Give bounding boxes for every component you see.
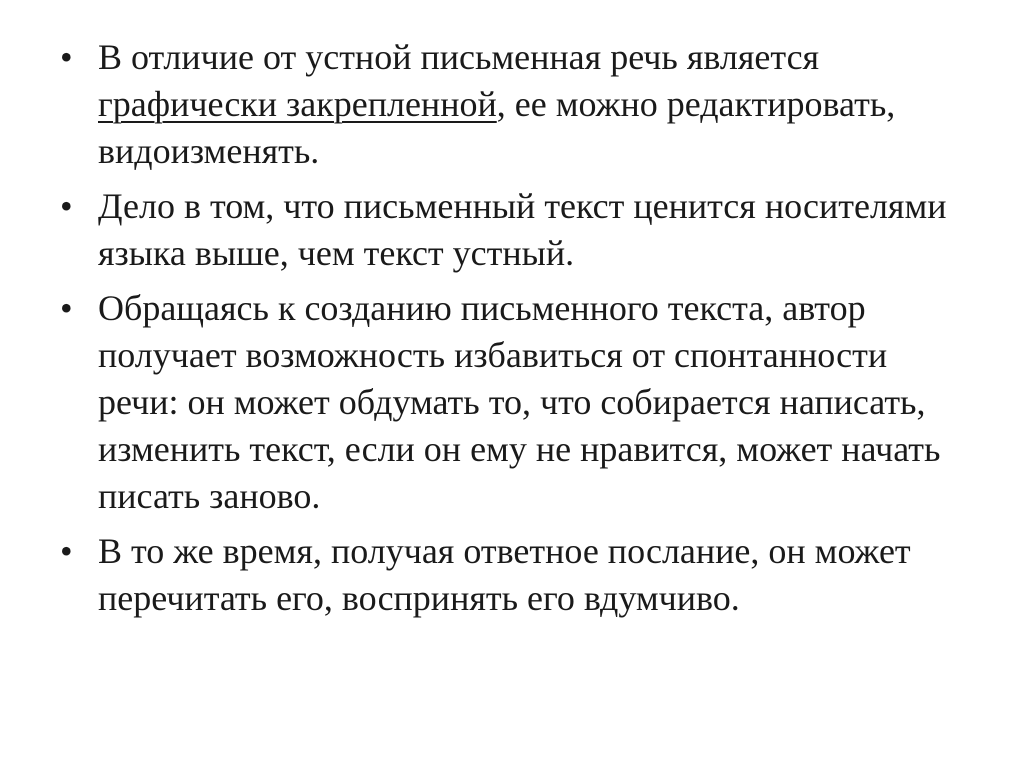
bullet-icon: • [60,288,73,328]
bullet-item-1 [60,34,970,175]
bullet-item-4 [60,528,970,622]
bullet-text-4: В то же время, получая ответное послание, он может перечитать его, воспринять его вдумчиво. [98,531,911,618]
underlined-term: графически закрепленной [98,84,497,124]
bullet-icon: • [60,531,73,571]
bullet-text-3: Обращаясь к созданию письменного текста, автор получает возможность избавиться от спонтанности речи: он может обдумать то, что собирается написать, изменить текст, если он ему не нравится, может начать писать заново. [98,288,941,516]
bullet-item-2 [60,183,970,277]
bullet-text-1-end: , ее можно редактировать, видоизменять. [98,84,896,171]
bullet-list [60,34,970,630]
bullet-text-1-start: В отличие от устной письменная речь является [98,37,820,77]
bullet-icon: • [60,186,73,226]
bullet-text-2: Дело в том, что письменный текст ценится носителями языка выше, чем текст устный. [98,186,947,273]
bullet-icon: • [60,37,73,77]
bullet-item-3 [60,285,970,520]
